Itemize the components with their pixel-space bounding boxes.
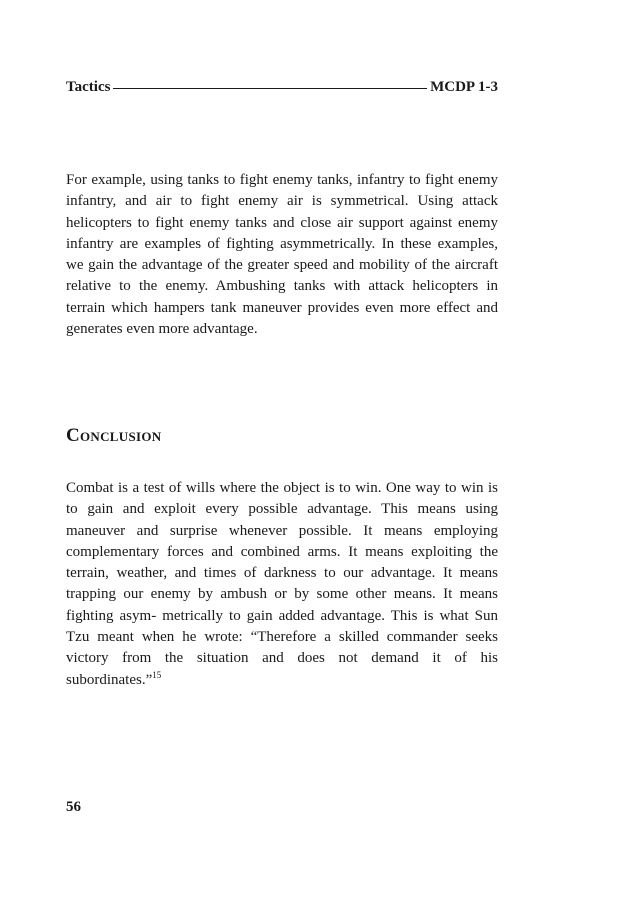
section-heading: Conclusion [66,425,162,446]
body-paragraph-example: For example, using tanks to fight enemy tanks, infantry to fight enemy infantry, and air to fight enemy air is symmetrical. Using attack helicopters to fight enemy tanks and close air support against enemy infantry are examples of fighting asymmetrically. In these examples, we gain the advantage of the greater speed and mobility of the aircraft relative to the enemy. Ambushing tanks with attack helicopters in terrain which hampers tank maneuver provides even more effect and generates even more advantage. [66,172,498,338]
header-section-title: Tactics [66,79,111,95]
header-rule [113,88,427,89]
page-number: 56 [66,799,81,815]
header-publication-id: MCDP 1-3 [430,79,498,95]
running-header [66,77,498,97]
endnote-reference: 15 [152,669,162,680]
conclusion-text: Combat is a test of wills where the object is to win. One way to win is to gain and exploit every possible advantage. This means using maneuver and surprise whenever possible. It means employing complementary forces and combined arms. It means exploiting the terrain, weather, and times of darkness to our advantage. It means trapping our enemy by ambush or by some other means. It means fighting asym- metrically to gain added advantage. This is what Sun Tzu meant when he wrote: “Therefore a skilled commander seeks victory from the situation and does not demand it of his subordinates.” [66,480,498,688]
body-paragraph-conclusion [66,478,498,691]
